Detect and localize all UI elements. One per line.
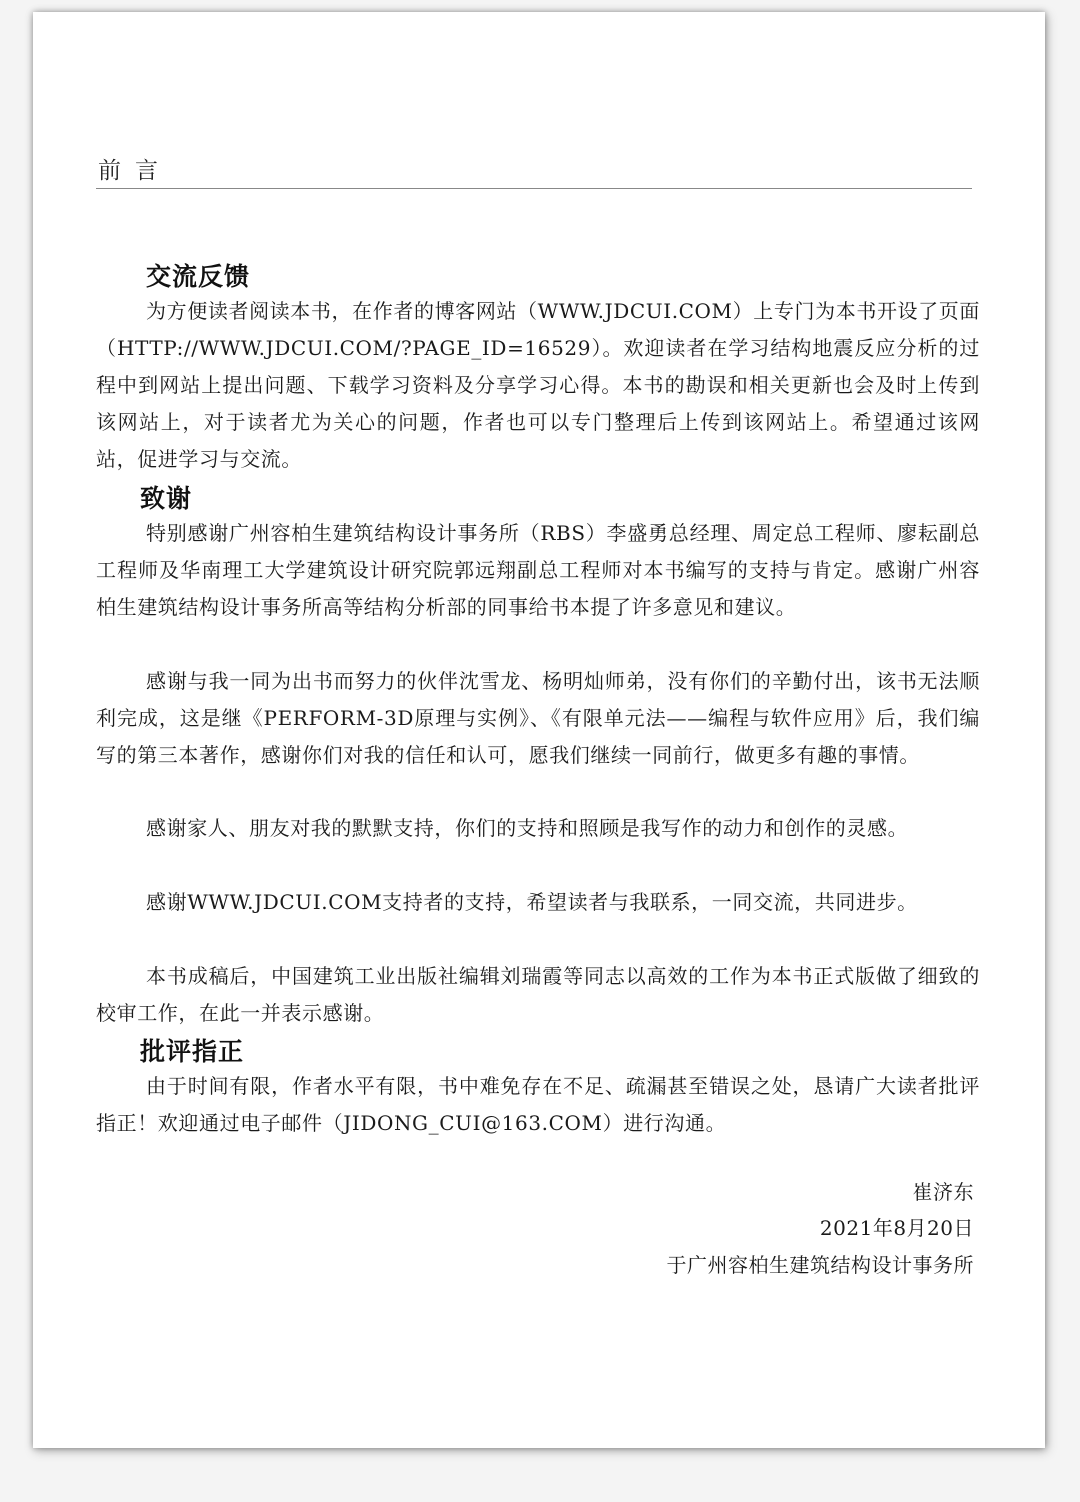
- running-head: 前言: [98, 158, 172, 184]
- paragraph-thanks-3: 感谢家人、朋友对我的默默支持，你们的支持和照顾是我写作的动力和创作的灵感。: [146, 816, 909, 840]
- signature-date: 2021年8月20日: [819, 1216, 974, 1240]
- paragraph-thanks-2: 感谢与我一同为出书而努力的伙伴沈雪龙、杨明灿师弟，没有你们的辛勤付出，该书无法顺利完成，这是继《PERFORM-3D原理与实例》、《有限单元法——编程与软件应用》后，我们编写的第三本著作，感谢你们对我的信任和认可，愿我们继续一同前行，做更多有趣的事情。: [96, 669, 980, 767]
- section-title-thanks: 致谢: [140, 484, 193, 513]
- header-rule: [96, 188, 972, 189]
- paragraph-critique-1: 由于时间有限，作者水平有限，书中难免存在不足、疏漏甚至错误之处，恳请广大读者批评指正！欢迎通过电子邮件（JIDONG_CUI@163.COM）进行沟通。: [96, 1074, 980, 1135]
- section-title-feedback: 交流反馈: [146, 262, 251, 291]
- document-page: [33, 12, 1045, 1448]
- paragraph-thanks-5: 本书成稿后，中国建筑工业出版社编辑刘瑞霞等同志以高效的工作为本书正式版做了细致的校审工作，在此一并表示感谢。: [96, 964, 980, 1025]
- paragraph-thanks-1: 特别感谢广州容柏生建筑结构设计事务所（RBS）李盛勇总经理、周定总工程师、廖耘副总工程师及华南理工大学建筑设计研究院郭远翔副总工程师对本书编写的支持与肯定。感谢广州容柏生建筑结构设计事务所高等结构分析部的同事给书本提了许多意见和建议。: [96, 521, 980, 619]
- paragraph-thanks-4: 感谢WWW.JDCUI.COM支持者的支持，希望读者与我联系，一同交流，共同进步。: [146, 890, 918, 914]
- signature-author: 崔济东: [912, 1180, 974, 1204]
- section-title-critique: 批评指正: [140, 1037, 245, 1066]
- paragraph-feedback-1: 为方便读者阅读本书，在作者的博客网站（WWW.JDCUI.COM）上专门为本书开设了页面（HTTP://WWW.JDCUI.COM/?PAGE_ID=16529）。欢迎读者在学习结构地震反应分析的过程中到网站上提出问题、下载学习资料及分享学习心得。本书的勘误和相关更新也会及时上传到该网站上，对于读者尤为关心的问题，作者也可以专门整理后上传到该网站上。希望通过该网站，促进学习与交流。: [96, 299, 980, 471]
- signature-place: 于广州容柏生建筑结构设计事务所: [666, 1253, 974, 1277]
